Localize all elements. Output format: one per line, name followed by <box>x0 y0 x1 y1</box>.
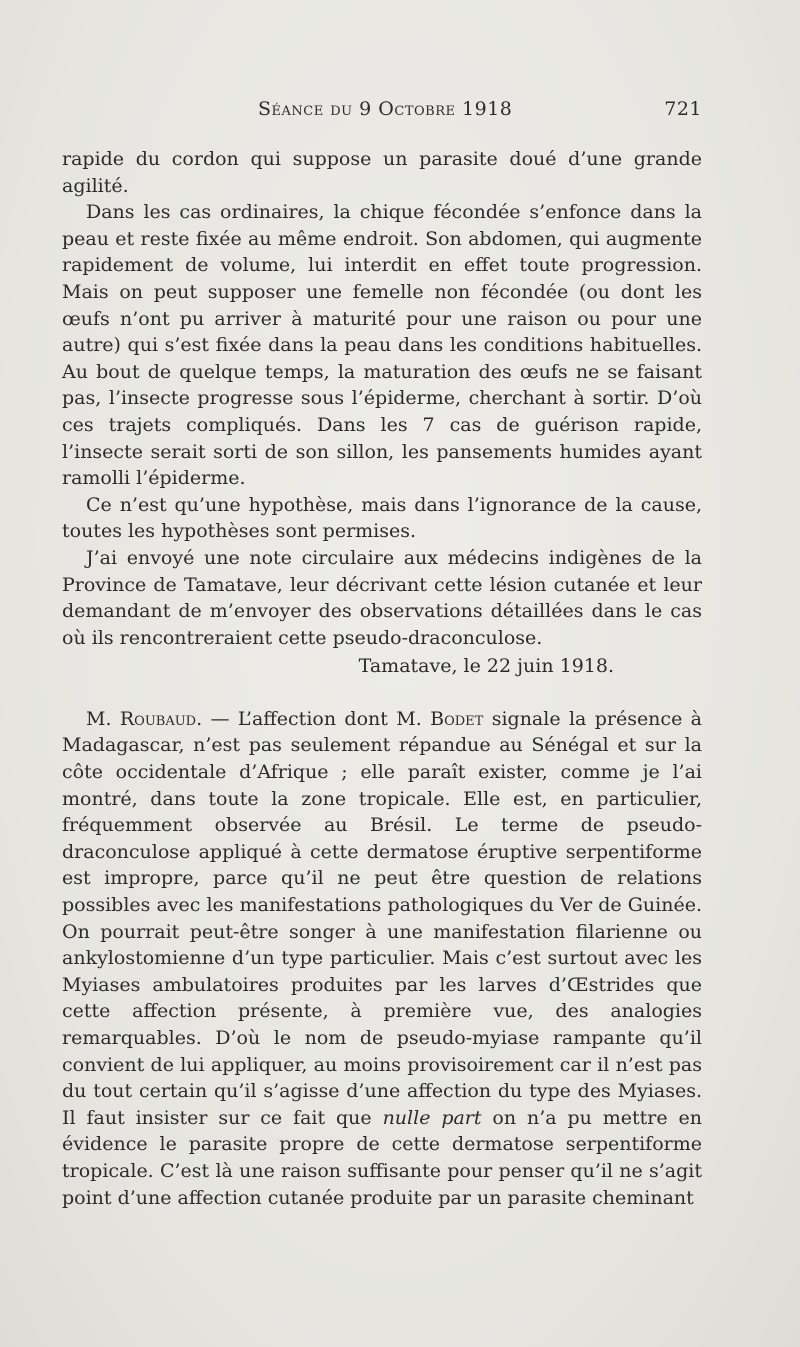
paragraph-roubaud <box>62 706 702 1211</box>
emphasis-nulle-part: nulle part <box>382 1106 482 1129</box>
page-header <box>62 98 702 128</box>
place-date-signature: Tamatave, le 22 juin 1918. <box>358 655 614 678</box>
paragraph-continuation: rapide du cordon qui suppose un parasite doué d’une grande agilité. <box>62 148 702 197</box>
section-gap <box>62 680 702 706</box>
running-head: Séance du 9 Octobre 1918 <box>258 98 513 120</box>
paragraph-circular-note: J’ai envoyé une note circulaire aux médecins indigènes de la Province de Tamatave, leur décrivant cette lésion cutanée et leur demandant de m’envoyer des observations détaillées dans le cas où ils rencontreraient cette pseudo-draconculose. <box>62 546 702 649</box>
paragraph-prefix: M. <box>86 707 120 730</box>
paragraph-connector: . — L’affection dont M. <box>196 707 431 730</box>
page-number: 721 <box>664 98 702 120</box>
author-name-bodet: Bodet <box>430 707 484 730</box>
paragraph-text-part1: signale la présence à Madagascar, n’est pas seulement répandue au Sénégal et sur la côte occidentale d’Afrique ; elle paraît exister, comme je l’ai montré, dans toute la zone tropicale. Elle est, en particulier, fréquemment observée au Brésil. Le terme de pseudo-draconculose appliqué à cette dermatose éruptive serpentiforme est impropre, parce qu’il ne peut être question de relations possibles avec les manifestations pathologiques du Ver de Guinée. On pourrait peut-être songer à une manifestation filarienne ou ankylostomienne d’un type particulier. Mais c’est surtout avec les Myiases ambulatoires produites par les larves d’Œstrides que cette affection présente, à première vue, des analogies remarquables. D’où le nom de pseudo-myiase rampante qu’il convient de lui appliquer, au moins provisoirement car il n’est pas du tout certain qu’il s’agisse d’une affection du type des Myiases. Il faut insister sur ce fait que <box>62 707 702 1129</box>
paragraph-hypothesis: Ce n’est qu’une hypothèse, mais dans l’ignorance de la cause, toutes les hypothèses sont permises. <box>62 493 702 543</box>
paragraph-text-part2: on n’a pu mettre en évidence le parasite propre de cette dermatose serpentiforme tropicale. C’est là une raison suffisante pour penser qu’il ne s’agit point d’une affection cutanée produite par un parasite cheminant <box>62 1106 702 1209</box>
paragraph-chique: Dans les cas ordinaires, la chique fécondée s’enfonce dans la peau et reste fixée au même endroit. Son abdomen, qui augmente rapidement de volume, lui interdit en effet toute progression. Mais on peut supposer une femelle non fécondée (ou dont les œufs n’ont pu arriver à maturité pour une raison ou pour une autre) qui s’est fixée dans la peau dans les conditions habituelles. Au bout de quelque temps, la maturation des œufs ne se faisant pas, l’insecte progresse sous l’épiderme, cherchant à sortir. D’où ces trajets compliqués. Dans les 7 cas de guérison rapide, l’insecte serait sorti de son sillon, les pansements humides ayant ramolli l’épiderme. <box>62 201 702 490</box>
author-name-roubaud: Roubaud <box>119 707 197 730</box>
body-text <box>62 146 702 1211</box>
